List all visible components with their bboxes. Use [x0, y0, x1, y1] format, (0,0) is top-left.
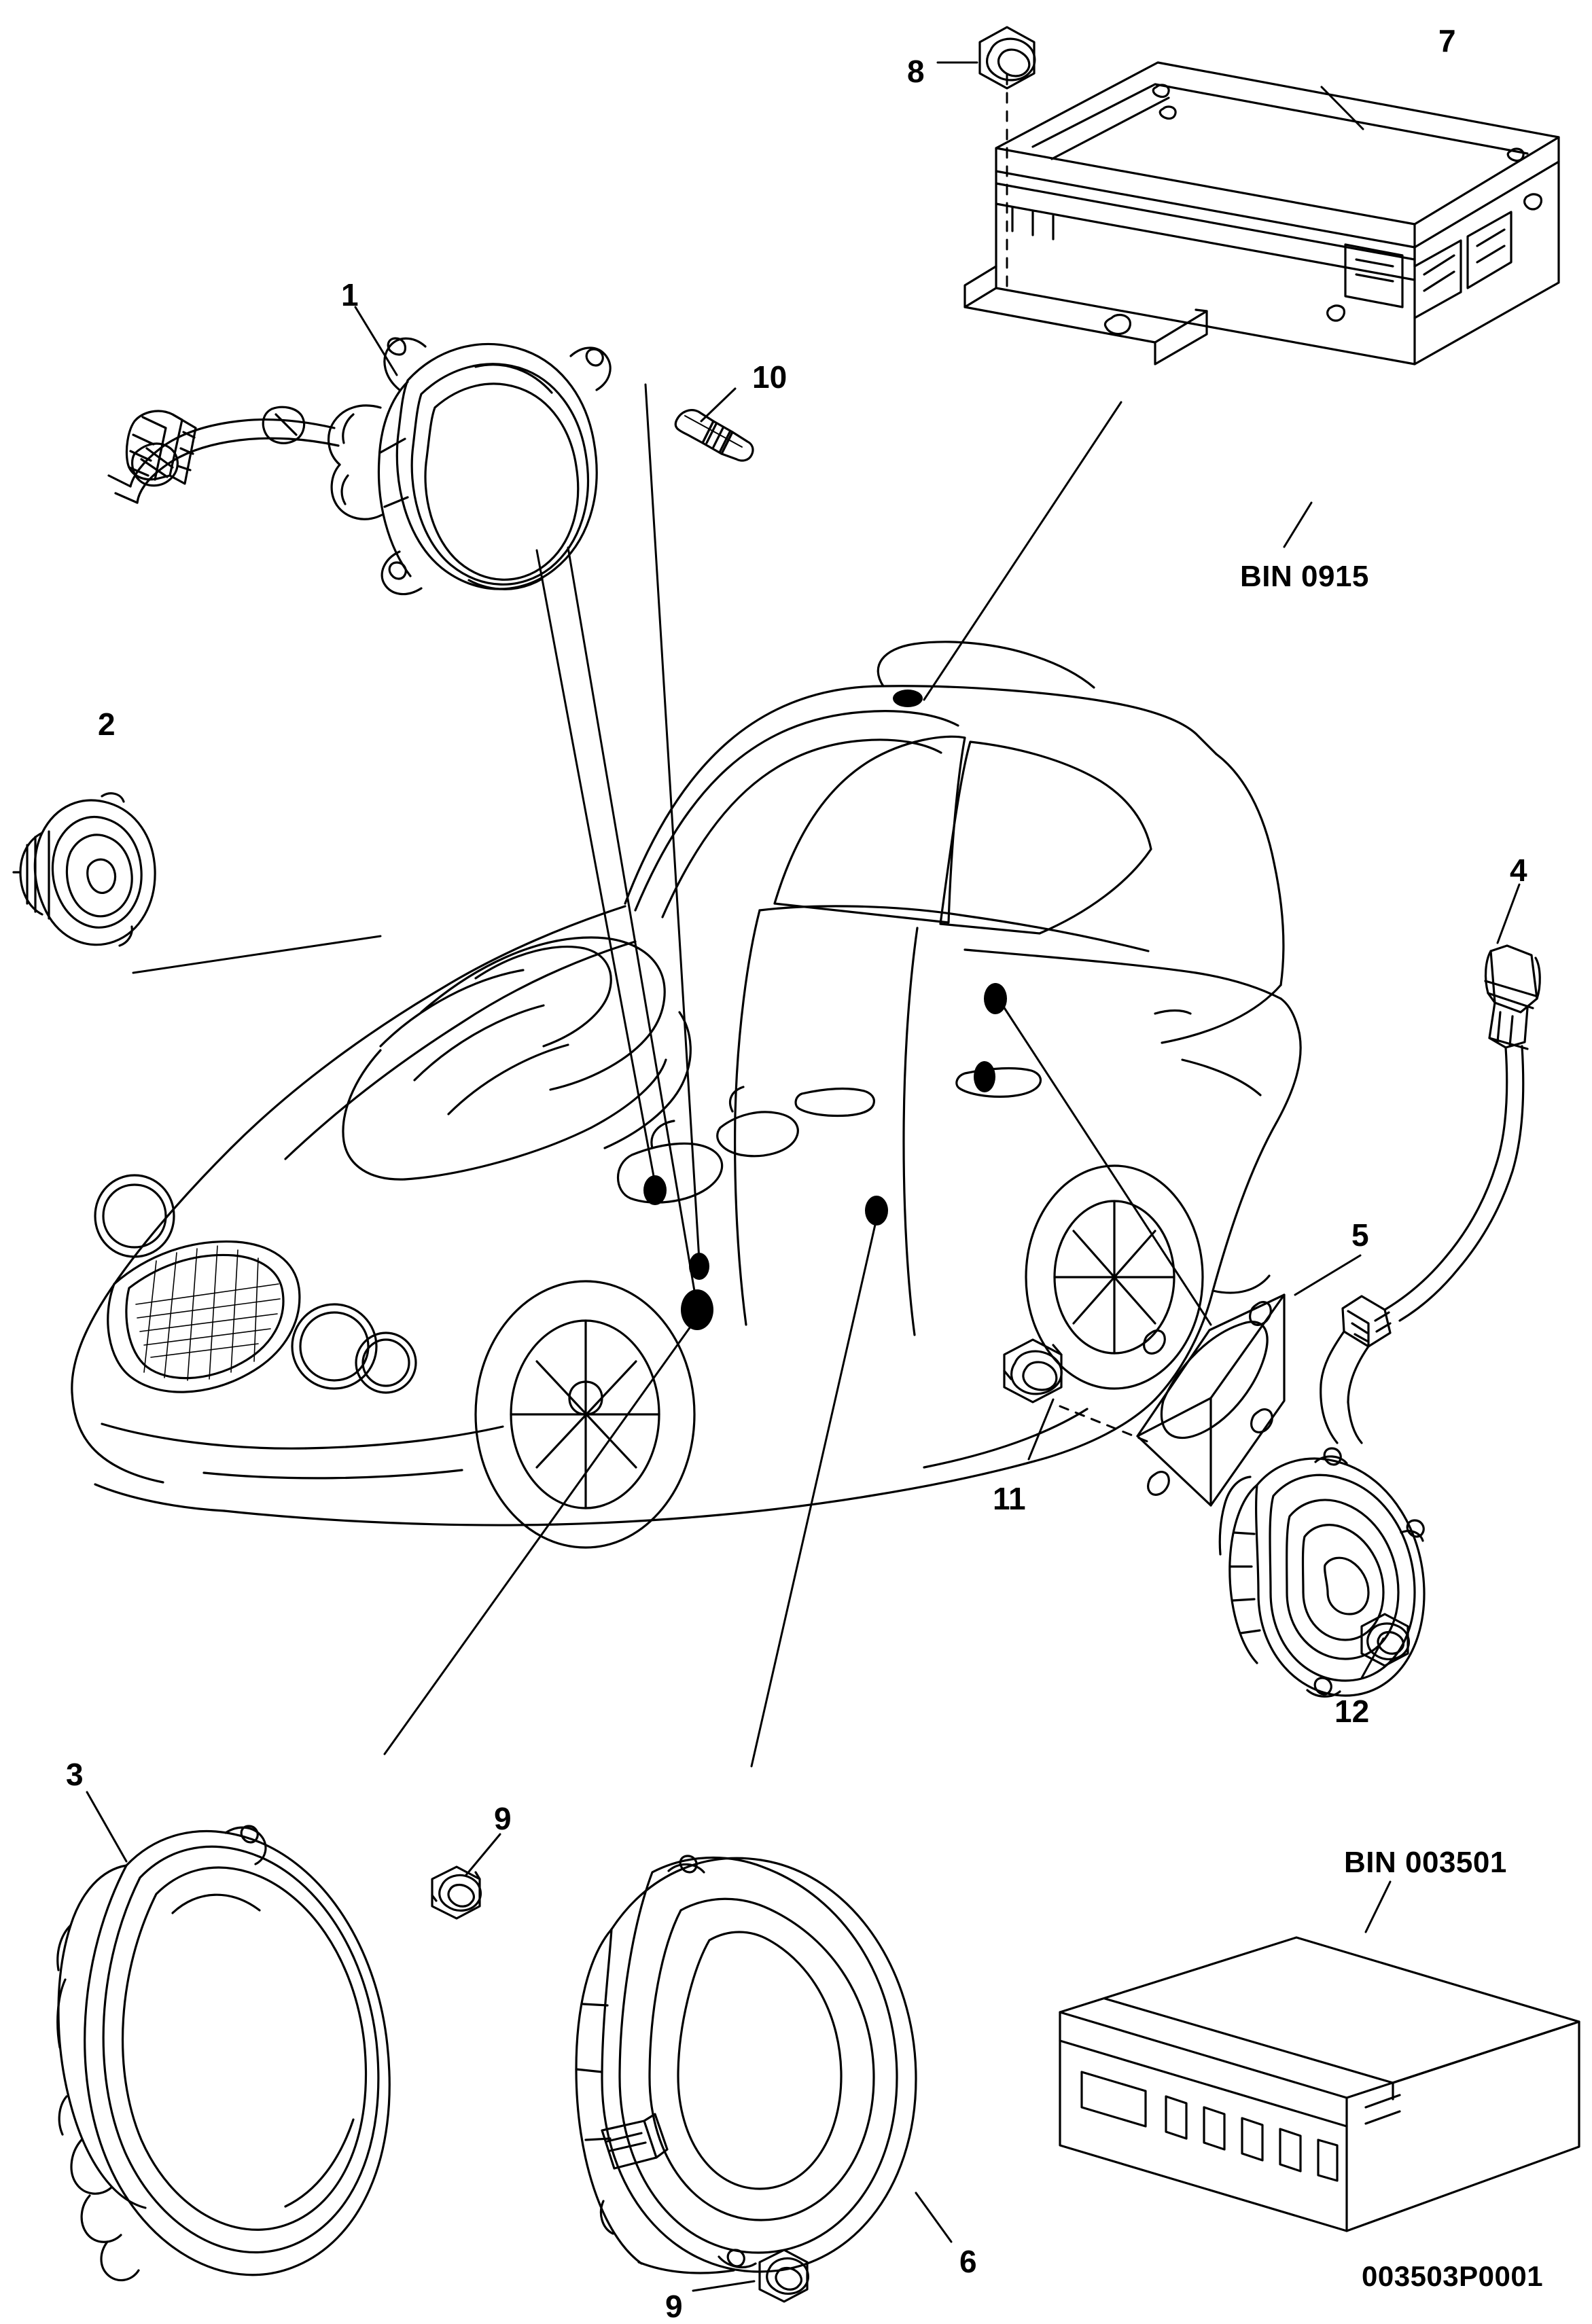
callout-4: 4	[1510, 853, 1527, 888]
callout-8: 8	[907, 54, 925, 89]
callout-7: 7	[1438, 23, 1456, 58]
callout-12: 12	[1334, 1694, 1370, 1729]
leader-lines	[87, 62, 1519, 2291]
drawing-code: 003503P0001	[1362, 2260, 1544, 2292]
callout-10: 10	[752, 359, 788, 395]
part-11-nut	[1004, 1340, 1061, 1402]
bin-label-0915: BIN 0915	[1240, 560, 1369, 593]
part-cd-changer	[1060, 1937, 1579, 2231]
car-illustration	[72, 642, 1301, 1548]
part-4-antenna-amplifier	[1321, 946, 1540, 1443]
callout-1: 1	[341, 277, 359, 312]
part-3-rear-speaker	[58, 1826, 390, 2281]
part-7-amplifier	[965, 62, 1559, 364]
part-9b-nut	[760, 2250, 808, 2302]
callout-5: 5	[1351, 1217, 1369, 1253]
callout-9b: 9	[665, 2289, 683, 2324]
callout-6: 6	[959, 2244, 977, 2279]
part-6-subwoofer	[576, 1856, 916, 2273]
bin-label-003501: BIN 003501	[1344, 1846, 1507, 1879]
part-10-screw	[675, 410, 753, 461]
callout-3: 3	[66, 1757, 84, 1792]
part-2-tweeter	[14, 793, 155, 946]
part-9a-nut	[432, 1867, 480, 1918]
part-1-door-speaker	[109, 338, 610, 594]
callout-11: 11	[993, 1481, 1026, 1516]
callout-2: 2	[98, 707, 116, 742]
part-8-nut	[980, 27, 1035, 88]
callout-9a: 9	[494, 1801, 512, 1836]
